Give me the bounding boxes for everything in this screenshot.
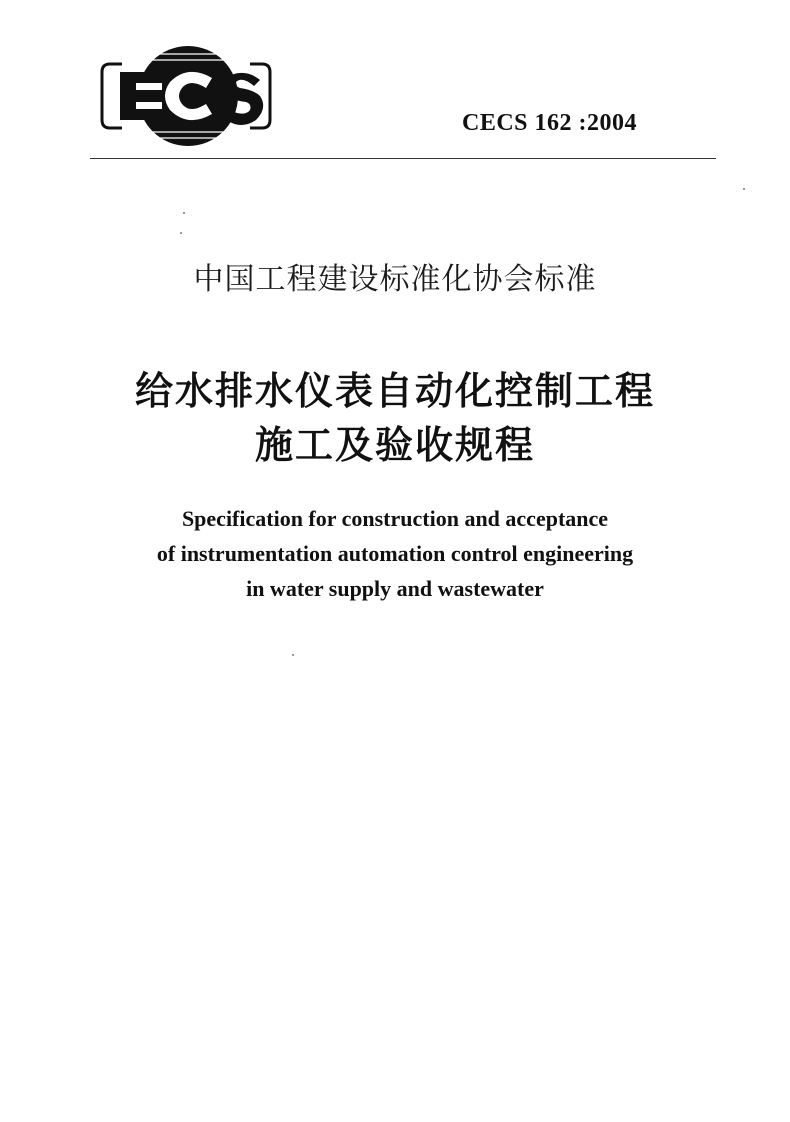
scan-speck [183, 212, 185, 214]
english-title-line: in water supply and wastewater [246, 576, 544, 601]
association-name: 中国工程建设标准化协会标准 [193, 262, 597, 297]
scan-speck [292, 654, 294, 656]
scan-speck [180, 232, 182, 234]
scan-speck [743, 188, 745, 190]
english-title-line: Specification for construction and acceptance [181, 506, 609, 531]
title-line: 给水排水仪表自动化控制工程 [134, 369, 655, 413]
header-divider [90, 158, 716, 159]
standard-number: CECS 162 :2004 [462, 110, 638, 136]
title-line: 施工及验收规程 [254, 423, 535, 467]
english-title-line: of instrumentation automation control engineering [156, 541, 634, 566]
ecs-logo [100, 42, 272, 150]
